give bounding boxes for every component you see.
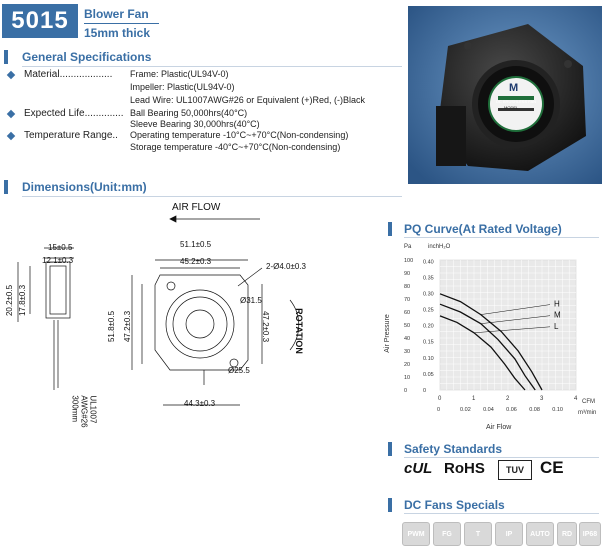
pq-series-label: M	[554, 310, 561, 320]
inh2o-tick-label: 0.35	[423, 275, 434, 282]
m3-tick-label: 0	[437, 407, 441, 413]
ce-mark: CE	[540, 458, 564, 477]
m3-tick-label: 0.10	[552, 407, 563, 413]
model-number: 5015	[2, 4, 78, 38]
bullet-icon	[7, 71, 15, 79]
life-ball: Ball Bearing 50,000hrs(40°C)	[130, 108, 248, 118]
dim-front-h2: 47.2±0.3	[123, 310, 133, 343]
temp-label: Temperature Range..	[24, 130, 118, 141]
m3-tick-label: 0.04	[483, 407, 494, 413]
dim-front-h1: 51.8±0.5	[107, 310, 117, 343]
m3-tick-label: 0.06	[506, 407, 517, 413]
bullet-icon	[7, 132, 15, 140]
rohs-mark: RoHS	[444, 460, 485, 477]
section-marker	[388, 442, 392, 456]
inh2o-tick-label: 0.40	[423, 259, 434, 266]
dim-side-top: 15±0.5	[48, 243, 73, 252]
tuv-mark: TUV	[498, 460, 532, 480]
dimensions-title: Dimensions(Unit:mm)	[22, 180, 147, 194]
product-photo	[408, 6, 602, 184]
rd-icon: RD	[557, 522, 577, 546]
product-name: Blower Fan	[84, 7, 149, 21]
material-frame: Frame: Plastic(UL94V-0)	[130, 69, 229, 79]
cfm-tick-label: 4	[574, 396, 578, 402]
section-divider	[404, 237, 599, 238]
section-marker	[4, 180, 8, 194]
label-line1: DC BRUSHLESS FAN	[496, 99, 537, 104]
ip68-icon: IP68	[579, 522, 601, 546]
dimension-drawing	[0, 200, 400, 420]
dim-right-h: 47.2±0.3	[261, 310, 271, 343]
section-divider	[404, 513, 599, 514]
material-label: Material...................	[24, 69, 113, 80]
dim-front-w1: 51.1±0.5	[180, 240, 212, 249]
temp-storage: Storage temperature -40°C~+70°C(Non-condensing)	[130, 142, 341, 152]
label-logo: M	[509, 82, 519, 94]
cfm-tick-label: 3	[540, 396, 544, 402]
m3-tick-label: 0.08	[529, 407, 540, 413]
cfm-tick-label: 0	[438, 396, 442, 402]
pa-tick-label: 80	[404, 284, 411, 290]
inh2o-tick-label: 0	[423, 388, 427, 394]
material-impeller: Impeller: Plastic(UL94V-0)	[130, 82, 235, 92]
section-marker	[388, 498, 392, 512]
section-divider	[22, 196, 402, 197]
pwm-icon: PWM	[402, 522, 430, 546]
auto-restart-icon: AUTO	[526, 522, 554, 546]
pa-tick-label: 70	[404, 297, 411, 303]
pq-x-unit1: CFM	[582, 399, 595, 405]
general-specs-title: General Specifications	[22, 50, 152, 64]
inh2o-tick-label: 0.20	[423, 323, 434, 330]
pq-y-title: Air Pressure	[383, 314, 391, 353]
inh2o-tick-label: 0.05	[423, 371, 434, 378]
pq-inh2o-unit: inchH₂O	[428, 244, 451, 250]
dim-front-w2: 45.2±0.3	[180, 257, 212, 266]
temp-operating: Operating temperature -10°C~+70°C(Non-condensing)	[130, 130, 349, 140]
pq-series-label: L	[554, 321, 559, 331]
pa-tick-label: 40	[404, 336, 411, 342]
dim-side-mid: 17.8±0.3	[18, 284, 28, 317]
wire-length: 300mm	[70, 395, 80, 423]
pa-tick-label: 0	[404, 388, 408, 394]
dim-inlet: Ø25.5	[228, 366, 250, 375]
ip-icon: IP	[495, 522, 523, 546]
pa-tick-label: 20	[404, 362, 411, 368]
pa-tick-label: 30	[404, 349, 411, 355]
pq-series-label: H	[554, 299, 560, 309]
specials-title: DC Fans Specials	[404, 498, 505, 512]
dim-bottom-w: 44.3±0.3	[184, 399, 216, 408]
safety-title: Safety Standards	[404, 442, 503, 456]
wire-type: UL1007	[88, 395, 98, 424]
pq-title: PQ Curve(At Rated Voltage)	[404, 222, 562, 236]
inh2o-tick-label: 0.15	[423, 339, 434, 346]
fg-icon: FG	[433, 522, 461, 546]
material-lead-wire: Lead Wire: UL1007AWG#26 or Equivalent (+)Red, (-)Black	[130, 95, 366, 105]
product-thickness: 15mm thick	[84, 26, 151, 40]
pa-tick-label: 60	[404, 310, 411, 316]
label-line2: MODEL	[504, 105, 519, 110]
section-divider	[22, 66, 402, 67]
inh2o-tick-label: 0.10	[423, 355, 434, 362]
dim-hub: Ø31.5	[240, 296, 262, 305]
cfm-tick-label: 1	[472, 396, 476, 402]
section-marker	[4, 50, 8, 64]
pa-tick-label: 10	[404, 375, 411, 381]
thermal-icon: T	[464, 522, 492, 546]
wire-spec	[71, 395, 98, 427]
pq-pa-unit: Pa	[404, 244, 412, 250]
pa-tick-label: 100	[404, 258, 414, 264]
pq-x-unit2: m³/min	[578, 410, 597, 416]
inh2o-tick-label: 0.25	[423, 307, 434, 314]
pa-tick-label: 50	[404, 323, 411, 329]
rotation-label: ROTATION	[293, 308, 304, 354]
pa-tick-label: 90	[404, 271, 411, 277]
dim-holes: 2-Ø4.0±0.3	[266, 262, 306, 271]
m3-tick-label: 0.02	[460, 407, 471, 413]
cfm-tick-label: 2	[506, 396, 510, 402]
pq-x-title: Air Flow	[486, 424, 512, 431]
wire-gauge: AWG#26	[79, 395, 89, 428]
ul-mark: cUL	[404, 460, 433, 477]
inh2o-tick-label: 0.30	[423, 291, 434, 298]
title-divider	[84, 23, 159, 24]
dim-side-inner: 12.1±0.3	[42, 256, 74, 265]
life-label: Expected Life..............	[24, 108, 124, 119]
pq-chart	[383, 240, 602, 436]
life-sleeve: Sleeve Bearing 30,000hrs(40°C)	[130, 119, 260, 129]
dim-side-height: 20.2±0.5	[5, 284, 15, 317]
air-flow-label: AIR FLOW	[172, 202, 221, 213]
bullet-icon	[7, 110, 15, 118]
section-marker	[388, 222, 392, 236]
section-divider	[404, 457, 599, 458]
